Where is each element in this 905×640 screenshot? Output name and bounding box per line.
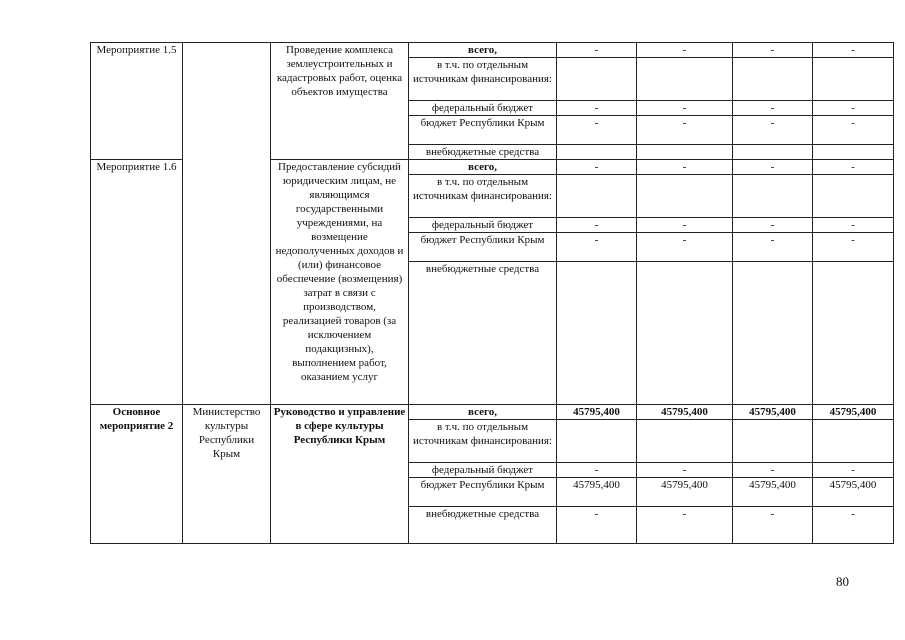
description-cell: Предоставление субсидий юридическим лицам, не являющимся государственными учреждениями, на возмещение недополученных доходов и (или) финансовое обеспечение (возмещения) затрат в связи с производством, реализацией товаров (за исключением подакцизных), выполнением работ, оказанием услуг	[271, 160, 409, 405]
value-cell	[733, 145, 813, 160]
value-cell: -	[813, 507, 894, 544]
value-cell: -	[813, 463, 894, 478]
event-cell: Основное мероприятие 2	[91, 405, 183, 544]
table-row	[91, 405, 894, 420]
value-cell	[637, 145, 733, 160]
source-label: федеральный бюджет	[409, 101, 557, 116]
value-cell: -	[557, 116, 637, 145]
value-cell: 45795,400	[637, 405, 733, 420]
value-cell	[813, 175, 894, 218]
value-cell: -	[637, 101, 733, 116]
value-cell: -	[733, 233, 813, 262]
value-cell: -	[813, 116, 894, 145]
value-cell: -	[637, 507, 733, 544]
value-cell: -	[813, 101, 894, 116]
value-cell: 45795,400	[637, 478, 733, 507]
event-cell: Мероприятие 1.6	[91, 160, 183, 405]
value-cell: 45795,400	[813, 405, 894, 420]
source-label: в т.ч. по отдельным источникам финансирования:	[409, 175, 557, 218]
event-cell: Мероприятие 1.5	[91, 43, 183, 160]
value-cell: 45795,400	[813, 478, 894, 507]
value-cell	[557, 420, 637, 463]
value-cell: 45795,400	[557, 478, 637, 507]
value-cell	[813, 420, 894, 463]
value-cell: -	[557, 463, 637, 478]
value-cell	[733, 420, 813, 463]
value-cell: -	[813, 160, 894, 175]
source-label: всего,	[409, 405, 557, 420]
value-cell: -	[813, 218, 894, 233]
value-cell: -	[557, 101, 637, 116]
value-cell: -	[733, 463, 813, 478]
funding-table	[90, 42, 894, 544]
value-cell	[637, 175, 733, 218]
value-cell	[557, 58, 637, 101]
source-label: внебюджетные средства	[409, 507, 557, 544]
source-label: всего,	[409, 43, 557, 58]
source-label: внебюджетные средства	[409, 145, 557, 160]
value-cell: -	[557, 218, 637, 233]
source-label: всего,	[409, 160, 557, 175]
description-cell: Проведение комплекса землеустроительных и кадастровых работ, оценка объектов имущества	[271, 43, 409, 160]
value-cell: -	[637, 233, 733, 262]
value-cell	[557, 145, 637, 160]
value-cell	[733, 175, 813, 218]
value-cell	[637, 262, 733, 405]
value-cell: -	[813, 43, 894, 58]
page-number: 80	[836, 574, 849, 589]
value-cell	[813, 262, 894, 405]
value-cell: 45795,400	[733, 478, 813, 507]
description-cell: Руководство и управление в сфере культуры Республики Крым	[271, 405, 409, 544]
value-cell: -	[637, 116, 733, 145]
source-label: бюджет Республики Крым	[409, 116, 557, 145]
table-row	[91, 43, 894, 58]
value-cell	[733, 58, 813, 101]
value-cell	[733, 262, 813, 405]
value-cell: -	[813, 233, 894, 262]
value-cell	[557, 262, 637, 405]
value-cell: -	[733, 507, 813, 544]
executor-cell: Министерство культуры Республики Крым	[183, 405, 271, 544]
source-label: внебюджетные средства	[409, 262, 557, 405]
value-cell: -	[637, 43, 733, 58]
value-cell	[813, 145, 894, 160]
value-cell: -	[733, 218, 813, 233]
value-cell: -	[637, 160, 733, 175]
executor-cell	[183, 43, 271, 405]
source-label: федеральный бюджет	[409, 218, 557, 233]
value-cell: 45795,400	[733, 405, 813, 420]
value-cell	[637, 420, 733, 463]
value-cell: -	[733, 101, 813, 116]
source-label: федеральный бюджет	[409, 463, 557, 478]
value-cell: -	[557, 43, 637, 58]
source-label: бюджет Республики Крым	[409, 233, 557, 262]
value-cell: -	[637, 218, 733, 233]
value-cell: -	[557, 160, 637, 175]
value-cell	[557, 175, 637, 218]
source-label: бюджет Республики Крым	[409, 478, 557, 507]
value-cell: -	[637, 463, 733, 478]
value-cell: -	[557, 233, 637, 262]
source-label: в т.ч. по отдельным источникам финансирования:	[409, 420, 557, 463]
value-cell	[813, 58, 894, 101]
value-cell: 45795,400	[557, 405, 637, 420]
value-cell	[637, 58, 733, 101]
value-cell: -	[733, 116, 813, 145]
value-cell: -	[733, 160, 813, 175]
value-cell: -	[733, 43, 813, 58]
value-cell: -	[557, 507, 637, 544]
source-label: в т.ч. по отдельным источникам финансирования:	[409, 58, 557, 101]
